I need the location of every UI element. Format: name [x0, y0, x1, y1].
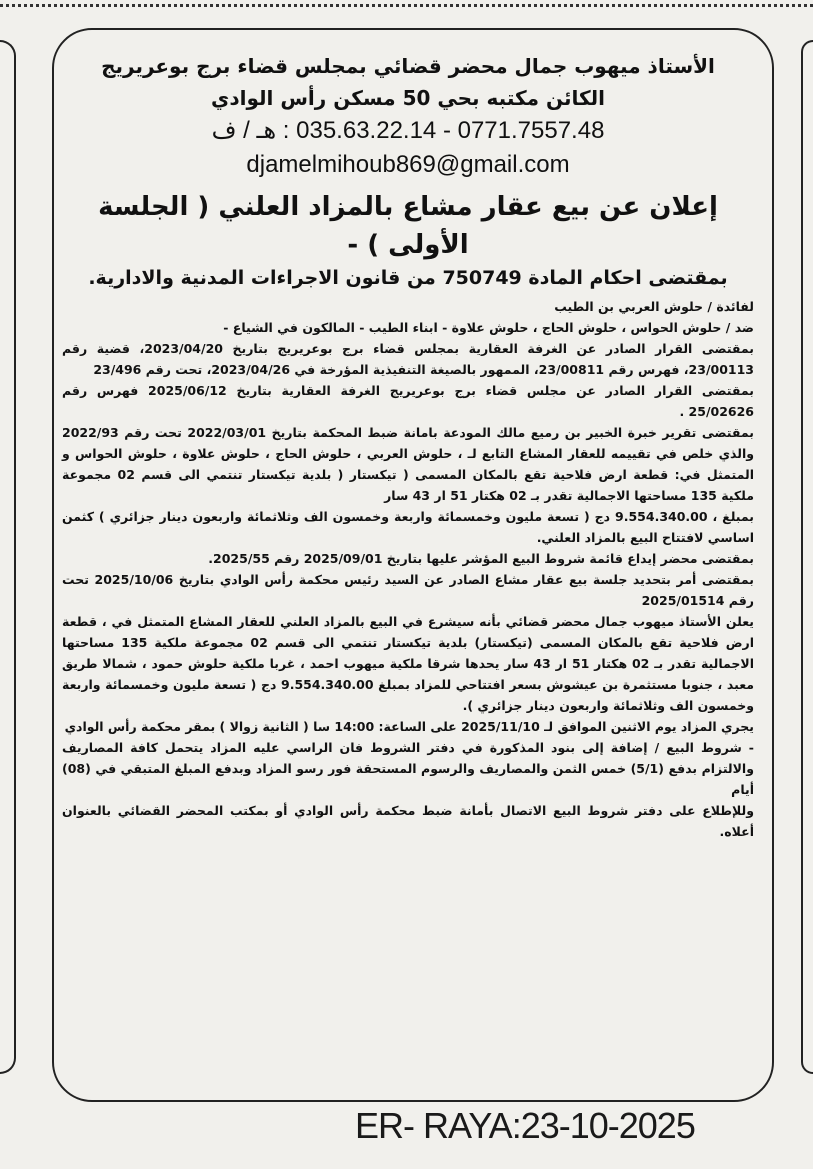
email: djamelmihoub869@gmail.com [246, 151, 570, 178]
paragraph-auction-date: يجري المزاد يوم الاثنين الموافق لـ 2025/11/10 على الساعة: 14:00 سا ( الثانية زوالا ) بمقر محكمة رأس الوادي [64, 719, 754, 734]
notice-subtitle: بمقتضى احكام المادة 750749 من قانون الاجراءات المدنية والادارية. [88, 267, 728, 289]
office-address: الكائن مكتبه بحي 50 مسكن رأس الوادي [211, 86, 605, 110]
paragraph-beneficiary: لفائدة / حلوش العربي بن الطيب [554, 299, 754, 314]
paragraph-decision-1: بمقتضى القرار الصادر عن الغرفة العقارية بمجلس قضاء برج بوعريريج بتاريخ 2023/04/20، قضية رقم 23/00113، فهرس رقم 23/00811، الممهور بالصيغة التنفيذية المؤرخة في 2023/04/26، تحت رقم 23/496 [62, 341, 755, 377]
notice-title: إعلان عن بيع عقار مشاع بالمزاد العلني ( الجلسة الأولى ) - [98, 192, 718, 260]
paragraph-expert-report: بمقتضى تقرير خبرة الخبير بن رميع مالك المودعة بامانة ضبط المحكمة بتاريخ 2022/03/01 تحت رقم 2022/93 والذي خلص في تقييمه للعقار المشاع التابع لـ ، حلوش العربي ، حلوش الحاج ، حلوش علاوة ، حلوش الحواس و المتمثل في: قطعة ارض فلاحية تقع بالمكان المسمى ( تيكستار ( بلدية تيكستار تنتمي الى قسم 02 مجموعة ملكية 135 مساحتها الاجمالية تقدر بـ 02 هكتار 51 ار 43 سار [62, 425, 754, 503]
publication-stamp: ER- RAYA:23-10-2025 [355, 1105, 695, 1146]
paragraph-contact: وللإطلاع على دفتر شروط البيع الاتصال بأمانة ضبط محكمة رأس الوادي أو بمكتب المحضر القضائي بالعنوان أعلاه. [62, 803, 754, 839]
dotted-separator [0, 4, 813, 7]
adjacent-ad-frame-right [801, 40, 813, 1074]
adjacent-ad-frame-left [0, 40, 16, 1074]
paragraph-price: بمبلغ ، 9.554.340.00 دج ( تسعة مليون وخمسمائة واربعة وخمسون الف وثلاثمائة واربعون دينار جزائري ) كثمن اساسي لافتتاح البيع بالمزاد العلني. [62, 509, 754, 545]
paragraph-decision-2: بمقتضى القرار الصادر عن مجلس قضاء برج بوعريريج الغرفة العقارية بتاريخ 2025/06/12 فهرس رقم 25/02626 . [62, 383, 754, 419]
bailiff-name: الأستاذ ميهوب جمال محضر قضائي بمجلس قضاء برج بوعريريج [101, 54, 715, 78]
paragraph-sale-terms: - شروط البيع / إضافة إلى بنود المذكورة في دفتر الشروط فان الراسي عليه المزاد يتحمل كافة المصاريف والالتزام بدفع (5/1) خمس الثمن والمصاريف والرسوم المستحقة فور رسو المزاد وبدفع المبلغ المتبقي في (08) أيام [62, 740, 754, 797]
paragraph-order: بمقتضى أمر بتحديد جلسة بيع عقار مشاع الصادر عن السيد رئيس محكمة رأس الوادي بتاريخ 2025/10/06 تحت رقم 2025/01514 [62, 572, 754, 608]
phone-numbers: 0771.7557.48 - 035.63.22.14 : هـ / ف [211, 117, 605, 144]
paragraph-announcement: يعلن الأستاذ ميهوب جمال محضر قضائي بأنه سيشرع في البيع بالمزاد العلني للعقار المشاع المتمثل في ، قطعة ارض فلاحية تقع بالمكان المسمى (تيكستار) بلدية تيكستار تنتمي الى قسم 02 مجموعة ملكية 135 مساحتها الاجمالية تقدر بـ 02 هكتار 51 ار 43 سار يحدها شرقا ملكية ميهوب احمد ، غربا ملكية حلوش حمود ، شمالا طريق معبد ، جنوبا مستثمرة بن عيشوش بسعر افتتاحي للمزاد بمبلغ 9.554.340.00 دج ( تسعة مليون وخمسمائة واربعة وخمسون الف وثلاثمائة واربعون دينار جزائري ). [62, 614, 755, 713]
paragraph-against: ضد / حلوش الحواس ، حلوش الحاج ، حلوش علاوة - ابناء الطيب - المالكون في الشياع - [223, 320, 754, 335]
notice-content [62, 50, 754, 842]
paragraph-conditions-deposit: بمقتضى محضر إيداع قائمة شروط البيع المؤشر عليها بتاريخ 2025/09/01 رقم 2025/55. [208, 551, 754, 566]
